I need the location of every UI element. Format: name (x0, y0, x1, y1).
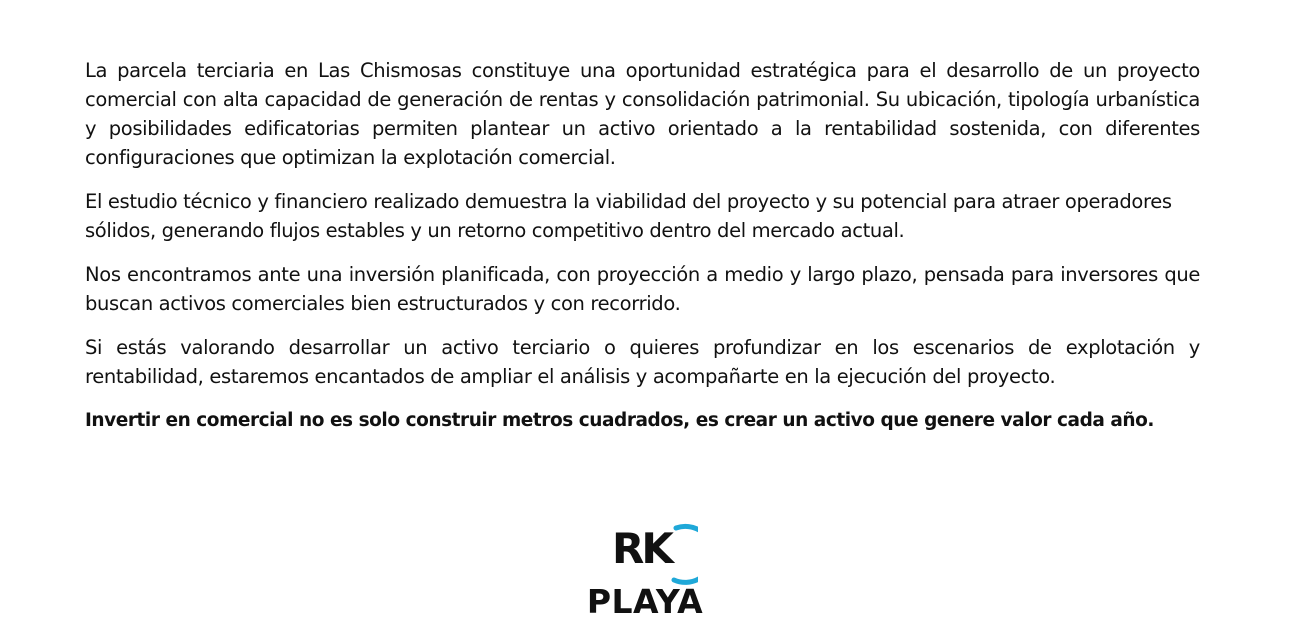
logo-mark-text: RK (612, 524, 671, 573)
paragraph-contact: Si estás valorando desarrollar un activo terciario o quieres profundizar en los escenarios de explotación y rentabilidad, estaremos encantados de ampliar el análisis y acompañarte en la ejecución del proyecto. (85, 336, 1200, 388)
paragraph-study: El estudio técnico y financiero realizado demuestra la viabilidad del proyecto y su potencial para atraer operadores sólidos, generando flujos estables y un retorno competitivo dentro del mercado actual. (85, 190, 1172, 242)
closing-statement: Invertir en comercial no es solo construir metros cuadrados, es crear un activo que genere valor cada año. (85, 410, 1154, 431)
company-logo (560, 510, 730, 620)
paragraph-investment: Nos encontramos ante una inversión planificada, con proyección a medio y largo plazo, pensada para inversores que buscan activos comerciales bien estructurados y con recorrido. (85, 263, 1200, 315)
document-body (85, 56, 1200, 435)
paragraph-intro: La parcela terciaria en Las Chismosas constituye una oportunidad estratégica para el desarrollo de un proyecto comercial con alta capacidad de generación de rentas y consolidación patrimonial. Su ubicación, tipología urbanística y posibilidades edificatorias permiten plantear un activo orientado a la rentabilidad sostenida, con diferentes configuraciones que optimizan la explotación comercial. (85, 59, 1200, 169)
logo-wordmark: PLAYA (586, 582, 704, 620)
